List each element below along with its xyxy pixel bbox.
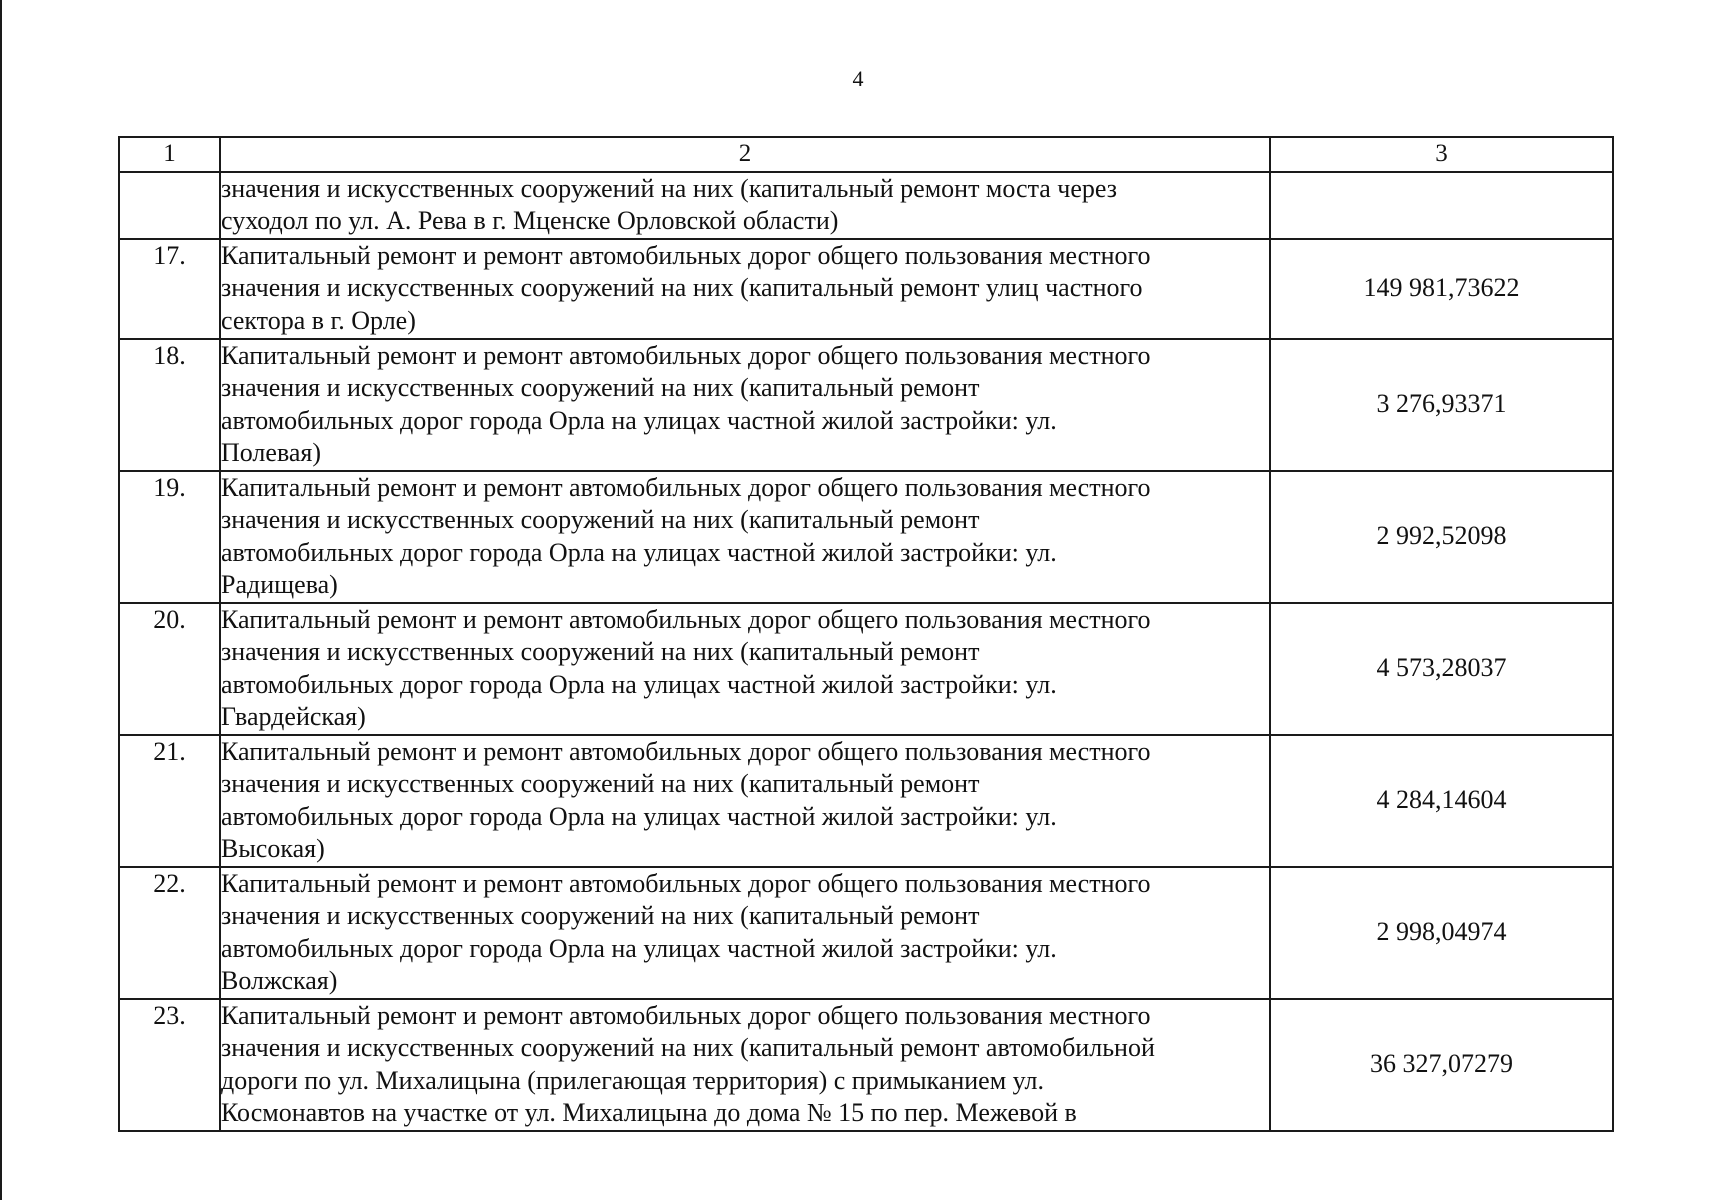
row-number: 18. — [119, 339, 220, 471]
table-row — [119, 735, 1613, 867]
table-row — [119, 471, 1613, 603]
scan-left-edge — [0, 0, 2, 1200]
table-row — [119, 867, 1613, 999]
table-row — [119, 999, 1613, 1131]
description-line: автомобильных дорог города Орла на улицах частной жилой застройки: ул. — [221, 801, 1057, 831]
table-header-row — [119, 137, 1613, 172]
description-line: значения и искусственных сооружений на них (капитальный ремонт улиц частного — [221, 273, 1143, 302]
description-line: сектора в г. Орле) — [221, 305, 416, 335]
description-line: значения и искусственных сооружений на них (капитальный ремонт — [221, 901, 980, 930]
description-line: Космонавтов на участке от ул. Михалицына до дома № 15 по пер. Межевой в — [221, 1098, 1077, 1127]
table-row — [119, 239, 1613, 339]
row-number: 17. — [119, 239, 220, 339]
row-description — [220, 471, 1270, 603]
description-line: Капитальный ремонт и ремонт автомобильных дорог общего пользования местного — [221, 472, 1151, 502]
description-line: Гвардейская) — [221, 702, 366, 731]
table-row — [119, 603, 1613, 735]
description-line: Капитальный ремонт и ремонт автомобильных дорог общего пользования местного — [221, 340, 1151, 370]
description-line: Капитальный ремонт и ремонт автомобильных дорог общего пользования местного — [221, 240, 1151, 270]
description-line: Капитальный ремонт и ремонт автомобильных дорог общего пользования местного — [221, 868, 1151, 898]
description-line: значения и искусственных сооружений на них (капитальный ремонт автомобильной — [221, 1033, 1155, 1062]
description-line: автомобильных дорог города Орла на улицах частной жилой застройки: ул. — [221, 669, 1057, 699]
description-line: Капитальный ремонт и ремонт автомобильных дорог общего пользования местного — [221, 1000, 1151, 1030]
row-number: 22. — [119, 867, 220, 999]
row-description — [220, 172, 1270, 239]
description-line: автомобильных дорог города Орла на улицах частной жилой застройки: ул. — [221, 933, 1057, 963]
description-line: значения и искусственных сооружений на них (капитальный ремонт — [221, 769, 980, 798]
row-number: 21. — [119, 735, 220, 867]
description-line: значения и искусственных сооружений на них (капитальный ремонт — [221, 637, 980, 666]
description-line: значения и искусственных сооружений на них (капитальный ремонт моста через — [221, 173, 1118, 203]
description-line: Капитальный ремонт и ремонт автомобильных дорог общего пользования местного — [221, 604, 1151, 634]
row-value: 2 992,52098 — [1270, 471, 1613, 603]
description-line: значения и искусственных сооружений на них (капитальный ремонт — [221, 373, 980, 402]
description-line: значения и искусственных сооружений на них (капитальный ремонт — [221, 505, 980, 534]
description-line: Волжская) — [221, 966, 338, 995]
row-number: 19. — [119, 471, 220, 603]
description-line: суходол по ул. А. Рева в г. Мценске Орловской области) — [221, 206, 839, 235]
column-header-1: 1 — [119, 137, 220, 172]
table-row — [119, 339, 1613, 471]
row-value — [1270, 172, 1613, 239]
description-line: Капитальный ремонт и ремонт автомобильных дорог общего пользования местного — [221, 736, 1151, 766]
description-line: дороги по ул. Михалицына (прилегающая территория) с примыканием ул. — [221, 1065, 1044, 1095]
description-line: Полевая) — [221, 438, 322, 467]
row-description — [220, 339, 1270, 471]
column-header-2: 2 — [220, 137, 1270, 172]
row-description — [220, 603, 1270, 735]
column-header-3: 3 — [1270, 137, 1613, 172]
description-line: Высокая) — [221, 834, 325, 863]
budget-table — [118, 136, 1614, 1132]
row-description — [220, 999, 1270, 1131]
description-line: автомобильных дорог города Орла на улицах частной жилой застройки: ул. — [221, 537, 1057, 567]
row-number: 20. — [119, 603, 220, 735]
row-number — [119, 172, 220, 239]
row-value: 149 981,73622 — [1270, 239, 1613, 339]
description-line: автомобильных дорог города Орла на улицах частной жилой застройки: ул. — [221, 405, 1057, 435]
row-value: 4 284,14604 — [1270, 735, 1613, 867]
page-number: 4 — [852, 66, 864, 91]
description-line: Радищева) — [221, 570, 338, 599]
row-value: 4 573,28037 — [1270, 603, 1613, 735]
row-description — [220, 735, 1270, 867]
row-number: 23. — [119, 999, 220, 1131]
row-value: 3 276,93371 — [1270, 339, 1613, 471]
row-value: 36 327,07279 — [1270, 999, 1613, 1131]
table-row — [119, 172, 1613, 239]
row-value: 2 998,04974 — [1270, 867, 1613, 999]
row-description — [220, 867, 1270, 999]
row-description — [220, 239, 1270, 339]
